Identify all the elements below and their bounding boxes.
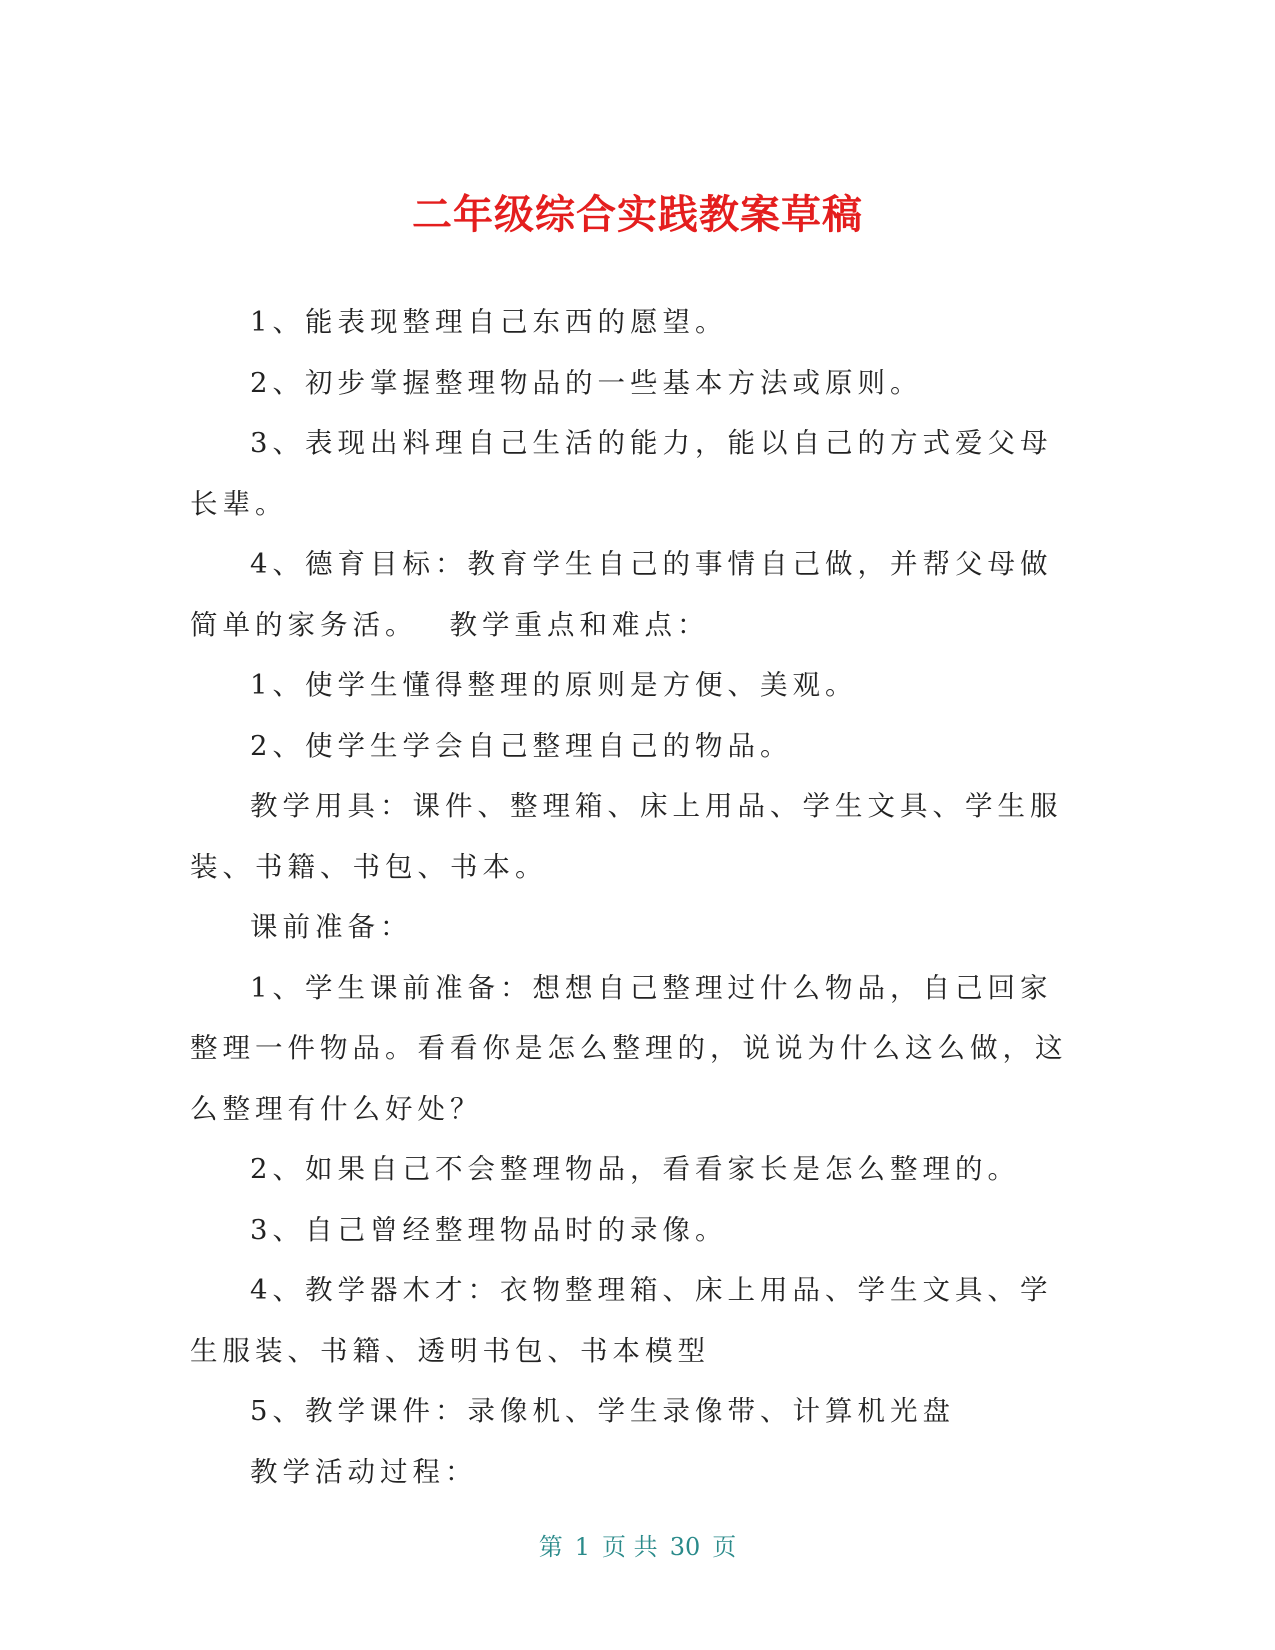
paragraph-preparation-4: 4、教学器木才：衣物整理箱、床上用品、学生文具、学生服装、书籍、透明书包、书本模型 xyxy=(190,1274,1053,1367)
page-footer xyxy=(0,1530,1275,1564)
paragraph-goal-3: 3、表现出料理自己生活的能力，能以自己的方式爱父母长辈。 xyxy=(190,427,1053,520)
paragraph-preparation-1: 1、学生课前准备：想想自己整理过什么物品，自己回家整理一件物品。看看你是怎么整理的，说说为什么这么做，这么整理有什么好处？ xyxy=(190,971,1068,1125)
paragraph-preparation-3: 3、自己曾经整理物品时的录像。 xyxy=(250,1213,728,1246)
paragraph-goal-2: 2、初步掌握整理物品的一些基本方法或原则。 xyxy=(250,366,923,399)
footer-page-number: 1 xyxy=(574,1533,591,1561)
paragraph-process-heading: 教学活动过程： xyxy=(250,1455,478,1488)
paragraph-preparation-5: 5、教学课件：录像机、学生录像带、计算机光盘 xyxy=(250,1395,955,1427)
paragraph-key-point-1: 1、使学生懂得整理的原则是方便、美观。 xyxy=(250,669,858,701)
paragraph-preparation-heading: 课前准备： xyxy=(250,911,413,943)
footer-suffix: 页 xyxy=(712,1533,737,1561)
paragraph-goal-4 xyxy=(190,534,1080,655)
footer-middle: 页 共 xyxy=(602,1533,658,1561)
key-points-heading: 教学重点和难点： xyxy=(449,608,710,641)
paragraph-preparation-2: 2、如果自己不会整理物品，看看家长是怎么整理的。 xyxy=(250,1153,1020,1185)
paragraph-goal-1: 1、能表现整理自己东西的愿望。 xyxy=(250,306,728,338)
paragraph-teaching-tools: 教学用具：课件、整理箱、床上用品、学生文具、学生服装、书籍、书包、书本。 xyxy=(190,790,1063,883)
footer-prefix: 第 xyxy=(538,1533,563,1561)
paragraph-key-point-2: 2、使学生学会自己整理自己的物品。 xyxy=(250,729,793,762)
footer-total-pages: 30 xyxy=(669,1533,701,1561)
document-title: 二年级综合实践教案草稿 xyxy=(412,191,863,238)
document-body xyxy=(190,292,1080,1502)
paragraph-goal-4-text: 4、德育目标：教育学生自己的事情自己做，并帮父母做简单的家务活。 xyxy=(190,548,1053,641)
